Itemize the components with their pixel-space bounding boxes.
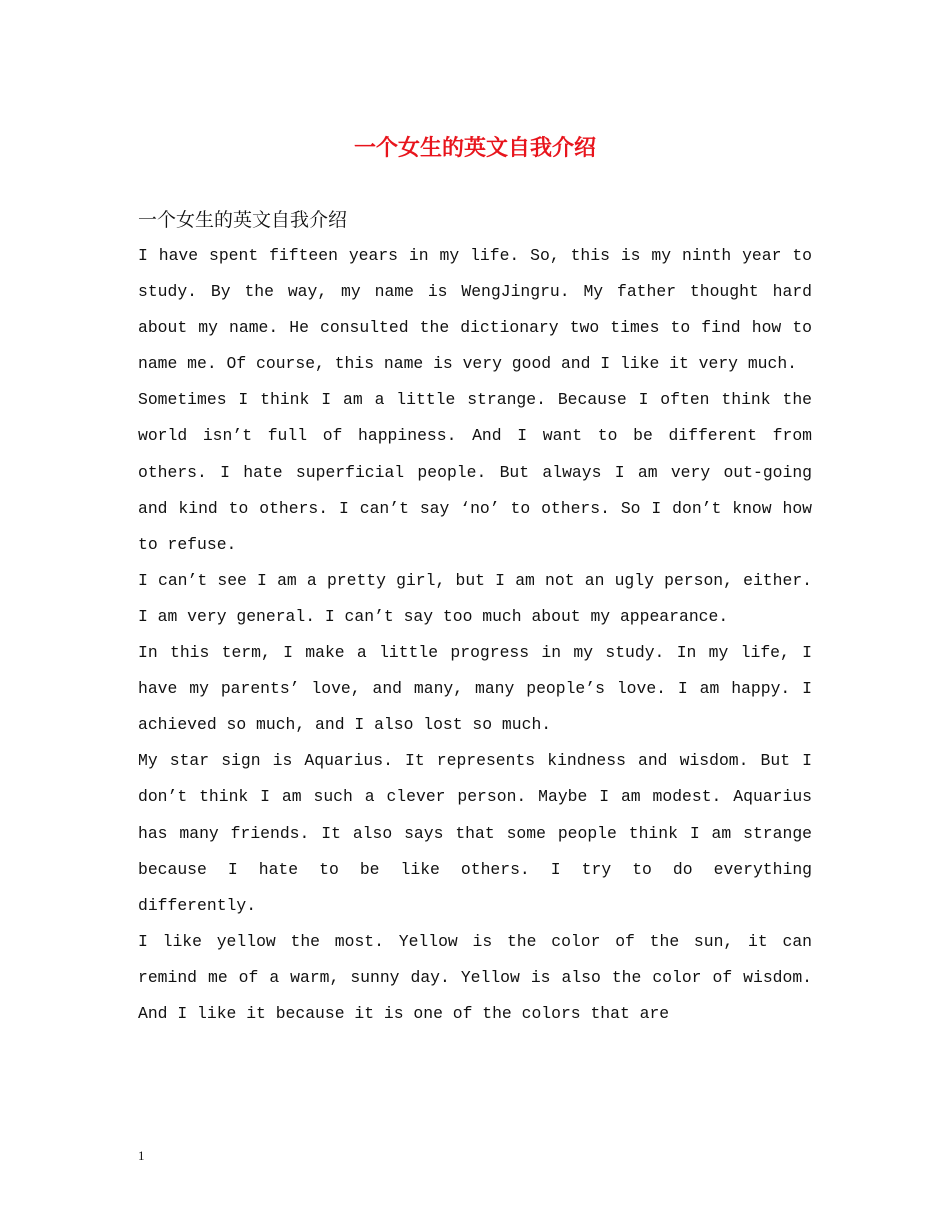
document-title: 一个女生的英文自我介绍: [353, 135, 596, 161]
page-number: 1: [138, 1148, 145, 1163]
section-heading: 一个女生的英文自我介绍: [138, 209, 348, 231]
paragraph: I like yellow the most. Yellow is the color of the sun, it can remind me of a warm, sunny day. Yellow is also the color of wisdom. And I like it because it is one of the colors that are: [138, 931, 812, 1023]
document-body: [138, 202, 812, 1032]
paragraph: I can’t see I am a pretty girl, but I am not an ugly person, either. I am very general. I can’t say too much about my appearance.: [138, 570, 812, 626]
paragraph: Sometimes I think I am a little strange. Because I often think the world isn’t full of happiness. And I want to be different from others. I hate superficial people. But always I am very out-going and kind to others. I can’t say ‘no’ to others. So I don’t know how to refuse.: [138, 390, 812, 554]
paragraph: In this term, I make a little progress in my study. In my life, I have my parents’ love, and many, many people’s love. I am happy. I achieved so much, and I also lost so much.: [138, 643, 812, 735]
paragraph: I have spent fifteen years in my life. So, this is my ninth year to study. By the way, my name is WengJingru. My father thought hard about my name. He consulted the dictionary two times to find how to name me. Of course, this name is very good and I like it very much.: [138, 246, 812, 374]
paragraph: My star sign is Aquarius. It represents kindness and wisdom. But I don’t think I am such a clever person. Maybe I am modest. Aquarius has many friends. It also says that some people think I am strange because I hate to be like others. I try to do everything differently.: [138, 751, 812, 915]
